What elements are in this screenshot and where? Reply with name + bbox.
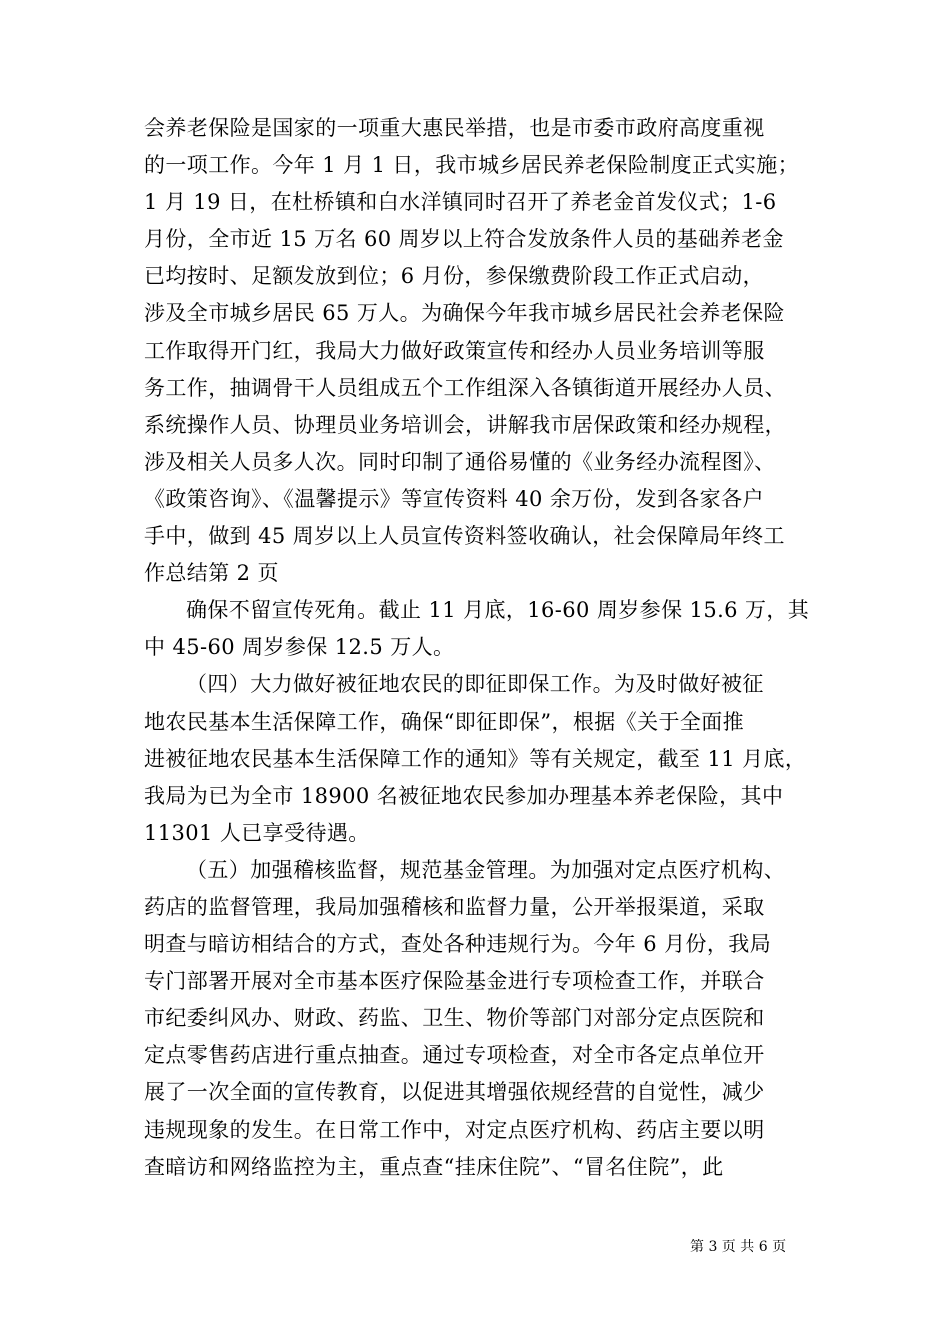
text-line: 已均按时、足额发放到位；6 月份，参保缴费阶段工作正式启动，: [144, 264, 765, 289]
text-line: 作总结第 2 页: [144, 561, 279, 586]
text-line: 的一项工作。今年 1 月 1 日，我市城乡居民养老保险制度正式实施；: [144, 153, 800, 178]
text-line: 查暗访和网络监控为主，重点查“挂床住院”、“冒名住院”，此: [144, 1154, 724, 1179]
text-line: 务工作，抽调骨干人员组成五个工作组深入各镇街道开展经办人员、: [144, 375, 786, 400]
text-line: 11301 人已享受待遇。: [144, 820, 370, 845]
paragraph-start-line: 确保不留宣传死角。截止 11 月底，16-60 周岁参保 15.6 万，其: [186, 598, 810, 623]
text-line: 涉及相关人员多人次。同时印制了通俗易懂的《业务经办流程图》、: [144, 449, 776, 474]
text-line: 会养老保险是国家的一项重大惠民举措，也是市委市政府高度重视: [144, 116, 765, 140]
section-heading-line: （四）大力做好被征地农民的即征即保工作。为及时做好被征: [186, 672, 764, 697]
text-line: 展了一次全面的宣传教育，以促进其增强依规经营的自觉性，减少: [144, 1080, 765, 1105]
text-line: 1 月 19 日，在杜桥镇和白水洋镇同时召开了养老金首发仪式；1-6: [144, 190, 777, 215]
text-line: 地农民基本生活保障工作，确保“即征即保”，根据《关于全面推: [144, 709, 745, 734]
text-line: 明查与暗访相结合的方式，查处各种违规行为。今年 6 月份，我局: [144, 932, 772, 957]
text-line: 手中，做到 45 周岁以上人员宣传资料签收确认，社会保障局年终工: [144, 524, 785, 549]
text-line: 药店的监督管理，我局加强稽核和监督力量，公开举报渠道，采取: [144, 894, 765, 919]
page-number: 第 3 页 共 6 页: [690, 1239, 787, 1255]
document-body: [144, 110, 810, 1186]
text-line: 《政策咨询》、《温馨提示》等宣传资料 40 余万份，发到各家各户: [144, 486, 764, 511]
text-line: 定点零售药店进行重点抽查。通过专项检查，对全市各定点单位开: [144, 1043, 765, 1068]
text-line: 我局为已为全市 18900 名被征地农民参加办理基本养老保险，其中: [144, 783, 784, 808]
text-line: 违规现象的发生。在日常工作中，对定点医疗机构、药店主要以明: [144, 1117, 765, 1142]
text-line: 月份，全市近 15 万名 60 周岁以上符合发放条件人员的基础养老金: [144, 227, 784, 252]
text-line: 市纪委纠风办、财政、药监、卫生、物价等部门对部分定点医院和: [144, 1006, 765, 1031]
section-heading-line: （五）加强稽核监督，规范基金管理。为加强对定点医疗机构、: [186, 857, 786, 882]
text-line: 中 45-60 周岁参保 12.5 万人。: [144, 635, 455, 660]
text-line: 涉及全市城乡居民 65 万人。为确保今年我市城乡居民社会养老保险: [144, 301, 785, 326]
text-line: 专门部署开展对全市基本医疗保险基金进行专项检查工作，并联合: [144, 969, 765, 994]
text-line: 进被征地农民基本生活保障工作的通知》等有关规定，截至 11 月底，: [144, 746, 807, 771]
text-line: 工作取得开门红，我局大力做好政策宣传和经办人员业务培训等服: [144, 338, 765, 363]
text-line: 系统操作人员、协理员业务培训会，讲解我市居保政策和经办规程，: [144, 412, 786, 437]
